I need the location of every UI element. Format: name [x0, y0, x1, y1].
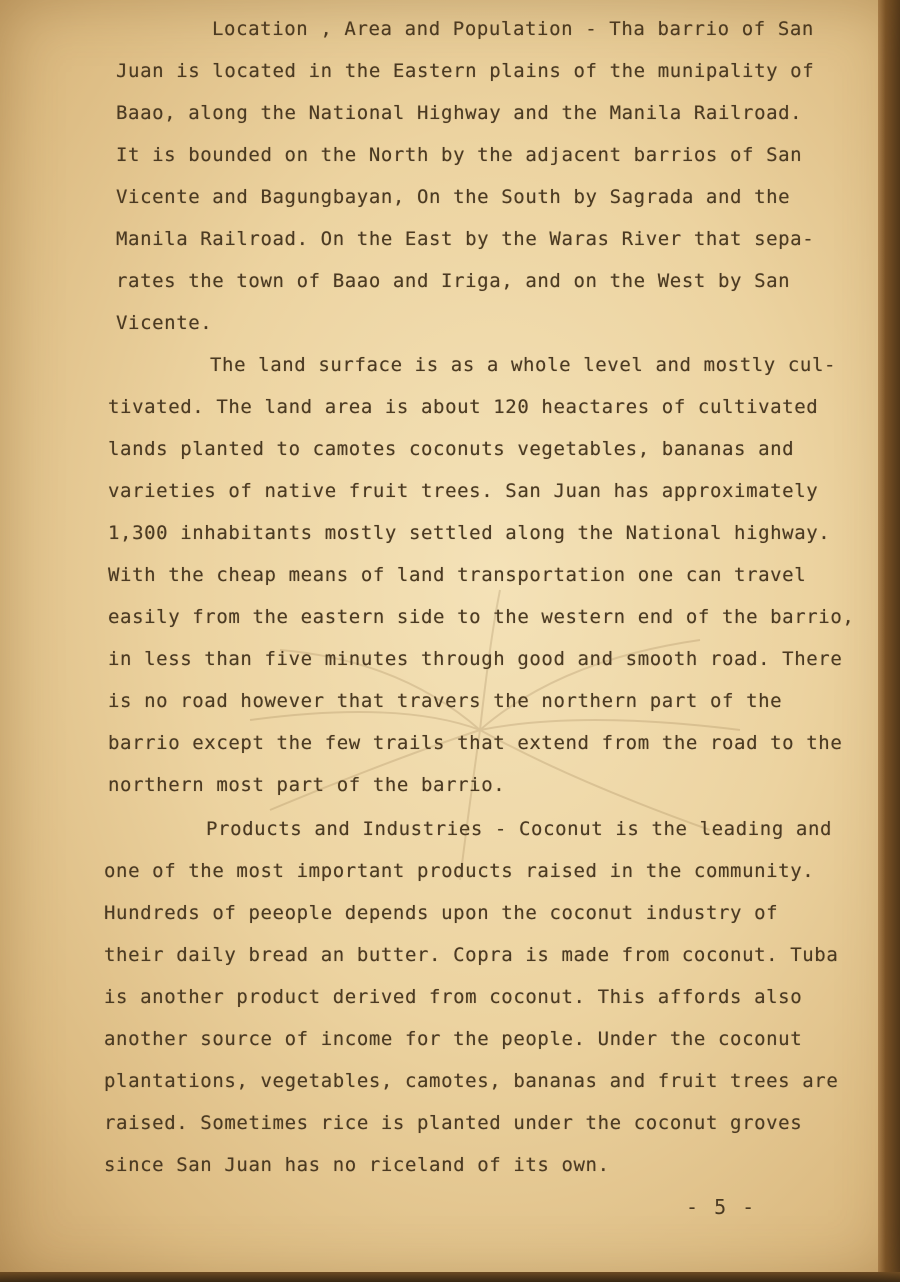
- text-line-11: lands planted to camotes coconuts vegetables, bananas and: [108, 438, 795, 460]
- text-line-8: Vicente.: [116, 312, 213, 334]
- text-line-17: is no road however that travers the northern part of the: [108, 690, 783, 712]
- binding-edge: [878, 0, 900, 1282]
- text-line-15: easily from the eastern side to the western end of the barrio,: [108, 606, 855, 628]
- text-line-22: Hundreds of peeople depends upon the coconut industry of: [104, 902, 779, 924]
- text-line-13: 1,300 inhabitants mostly settled along the National highway.: [108, 522, 831, 544]
- page-number: - 5 -: [686, 1195, 757, 1219]
- text-line-25: another source of income for the people. Under the coconut: [104, 1028, 803, 1050]
- text-line-19: northern most part of the barrio.: [108, 774, 506, 796]
- text-line-9: The land surface is as a whole level and mostly cul-: [210, 354, 837, 376]
- text-line-12: varieties of native fruit trees. San Juan has approximately: [108, 480, 819, 502]
- text-line-7: rates the town of Baao and Iriga, and on the West by San: [116, 270, 791, 292]
- text-line-4: It is bounded on the North by the adjacent barrios of San: [116, 144, 803, 166]
- bottom-edge: [0, 1272, 900, 1282]
- text-line-27: raised. Sometimes rice is planted under the coconut groves: [104, 1112, 803, 1134]
- text-line-14: With the cheap means of land transportation one can travel: [108, 564, 807, 586]
- text-line-10: tivated. The land area is about 120 heactares of cultivated: [108, 396, 819, 418]
- text-line-5: Vicente and Bagungbayan, On the South by Sagrada and the: [116, 186, 791, 208]
- text-line-24: is another product derived from coconut. This affords also: [104, 986, 803, 1008]
- text-line-21: one of the most important products raised in the community.: [104, 860, 815, 882]
- text-line-3: Baao, along the National Highway and the Manila Railroad.: [116, 102, 803, 124]
- text-line-28: since San Juan has no riceland of its own.: [104, 1154, 610, 1176]
- text-line-18: barrio except the few trails that extend from the road to the: [108, 732, 843, 754]
- text-line-26: plantations, vegetables, camotes, bananas and fruit trees are: [104, 1070, 839, 1092]
- text-line-16: in less than five minutes through good and smooth road. There: [108, 648, 843, 670]
- text-line-2: Juan is located in the Eastern plains of the munipality of: [116, 60, 815, 82]
- text-line-6: Manila Railroad. On the East by the Waras River that sepa-: [116, 228, 815, 250]
- text-line-23: their daily bread an butter. Copra is made from coconut. Tuba: [104, 944, 839, 966]
- text-line-20: Products and Industries - Coconut is the leading and: [206, 818, 833, 840]
- text-line-1: Location , Area and Population - Tha barrio of San: [212, 18, 814, 40]
